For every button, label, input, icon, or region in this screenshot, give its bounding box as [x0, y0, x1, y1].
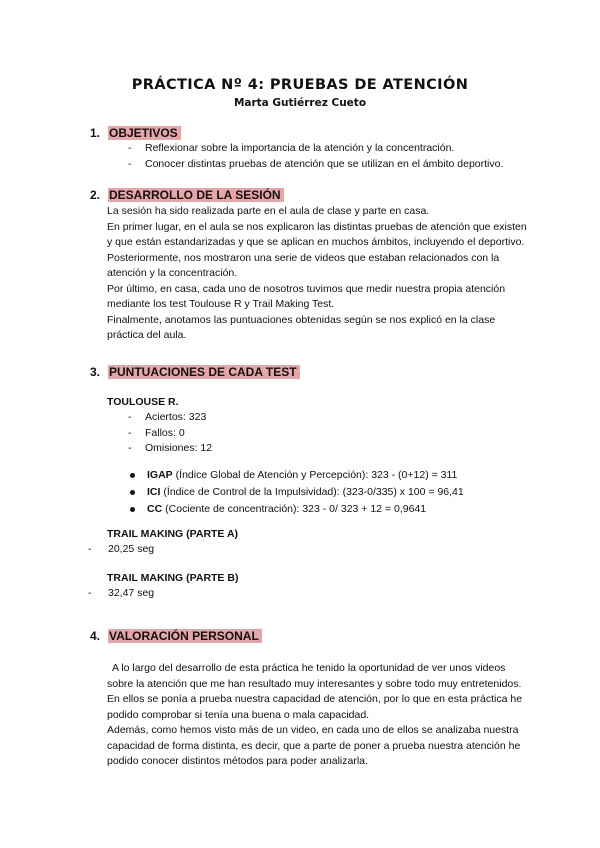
list-item-text: Omisiones: 12	[145, 442, 213, 454]
dash-marker: -	[88, 587, 92, 599]
dash-marker: -	[128, 157, 132, 170]
paragraph: A lo largo del desarrollo de esta práctica he tenido la oportunidad de ver unos videos sobre la atención que me han resultado muy interesantes y sobre todo muy entretenidos. En ellos se ponía a prueba nuestra capacidad de atención, por lo que en esta práctica he podido comprobar si tenía una buena o mala capacidad.	[107, 662, 523, 721]
index-text: (Índice Global de Atención y Percepción): 323 - (0+12) = 311	[175, 469, 458, 481]
list-item	[128, 410, 212, 426]
list-item-text: Conocer distintas pruebas de atención que se utilizan en el ámbito deportivo.	[145, 157, 504, 170]
paragraph: En primer lugar, en el aula se nos explicaron las distintas pruebas de atención que existen y que están estandarizadas y que se aplican en muchos ámbitos, incluyendo el deportivo.	[107, 220, 527, 248]
paragraph: Por último, en casa, cada uno de nosotros tuvimos que medir nuestra propia atención mediante los test Toulouse R y Trail Making Test.	[107, 282, 506, 310]
bullet-icon	[130, 473, 135, 478]
section-number: 1.	[90, 126, 101, 140]
list-item-text: Reflexionar sobre la importancia de la atención y la concentración.	[145, 142, 455, 154]
section-number: 2.	[90, 188, 101, 202]
objetivos-list	[128, 141, 503, 172]
section-number: 4.	[90, 629, 101, 643]
document-author: Marta Gutiérrez Cueto	[233, 97, 367, 109]
list-item	[128, 484, 464, 501]
index-text: (Índice de Control de la Impulsividad): (323-0/335) x 100 = 96,41	[163, 486, 464, 498]
section-heading-puntuaciones	[90, 364, 300, 380]
dash-marker: -	[88, 543, 92, 555]
toulouse-title: TOULOUSE R.	[107, 396, 179, 408]
index-abbr: ICI	[147, 486, 161, 498]
section-heading-objetivos	[90, 125, 181, 141]
section-title: DESARROLLO DE LA SESIÓN	[108, 188, 284, 202]
index-abbr: CC	[147, 503, 163, 515]
index-abbr: IGAP	[147, 469, 173, 481]
desarrollo-text	[107, 204, 527, 344]
section-heading-valoracion	[90, 628, 262, 644]
paragraph: Posteriormente, nos mostraron una serie de videos que estaban relacionados con la atención y la concentración.	[107, 251, 500, 279]
paragraph: Además, como hemos visto más de un video, en cada uno de ellos se analizaba nuestra capacidad de forma distinta, es decir, que a parte de poner a prueba nuestra atención he podido conocer distintos métodos para poder analizarla.	[107, 724, 521, 767]
list-item	[128, 157, 503, 173]
paragraph: La sesión ha sido realizada parte en el aula de clase y parte en casa.	[107, 205, 430, 217]
paragraph: Finalmente, anotamos las puntuaciones obtenidas según se nos explicó en la clase práctica del aula.	[107, 313, 496, 341]
list-item	[128, 467, 464, 484]
dash-marker: -	[128, 442, 132, 454]
trail-b-title: TRAIL MAKING (PARTE B)	[107, 572, 239, 584]
valoracion-text	[107, 661, 527, 770]
trail-b-value: 32,47 seg	[108, 587, 155, 599]
list-item-text: Fallos: 0	[145, 426, 185, 439]
list-item-text: Aciertos: 323	[145, 411, 207, 423]
toulouse-scores	[128, 410, 212, 457]
index-text: (Cociente de concentración): 323 - 0/ 323 + 12 = 0,9641	[165, 503, 427, 515]
bullet-icon	[130, 507, 135, 512]
trail-a-title: TRAIL MAKING (PARTE A)	[107, 528, 239, 540]
toulouse-indices	[128, 467, 464, 518]
trail-a-result	[88, 543, 154, 555]
section-title: PUNTUACIONES DE CADA TEST	[108, 365, 300, 379]
list-item	[128, 501, 464, 518]
trail-a-value: 20,25 seg	[108, 543, 155, 555]
list-item	[128, 441, 212, 457]
trail-b-result	[88, 587, 154, 599]
section-title: OBJETIVOS	[108, 126, 181, 140]
section-number: 3.	[90, 365, 101, 379]
dash-marker: -	[128, 142, 132, 154]
list-item	[128, 426, 212, 442]
section-title: VALORACIÓN PERSONAL	[108, 629, 262, 643]
bullet-icon	[130, 490, 135, 495]
section-heading-desarrollo	[90, 187, 284, 203]
list-item	[128, 141, 503, 157]
dash-marker: -	[128, 426, 132, 439]
document-title: PRÁCTICA Nº 4: PRUEBAS DE ATENCIÓN	[131, 77, 469, 93]
dash-marker: -	[128, 411, 132, 423]
